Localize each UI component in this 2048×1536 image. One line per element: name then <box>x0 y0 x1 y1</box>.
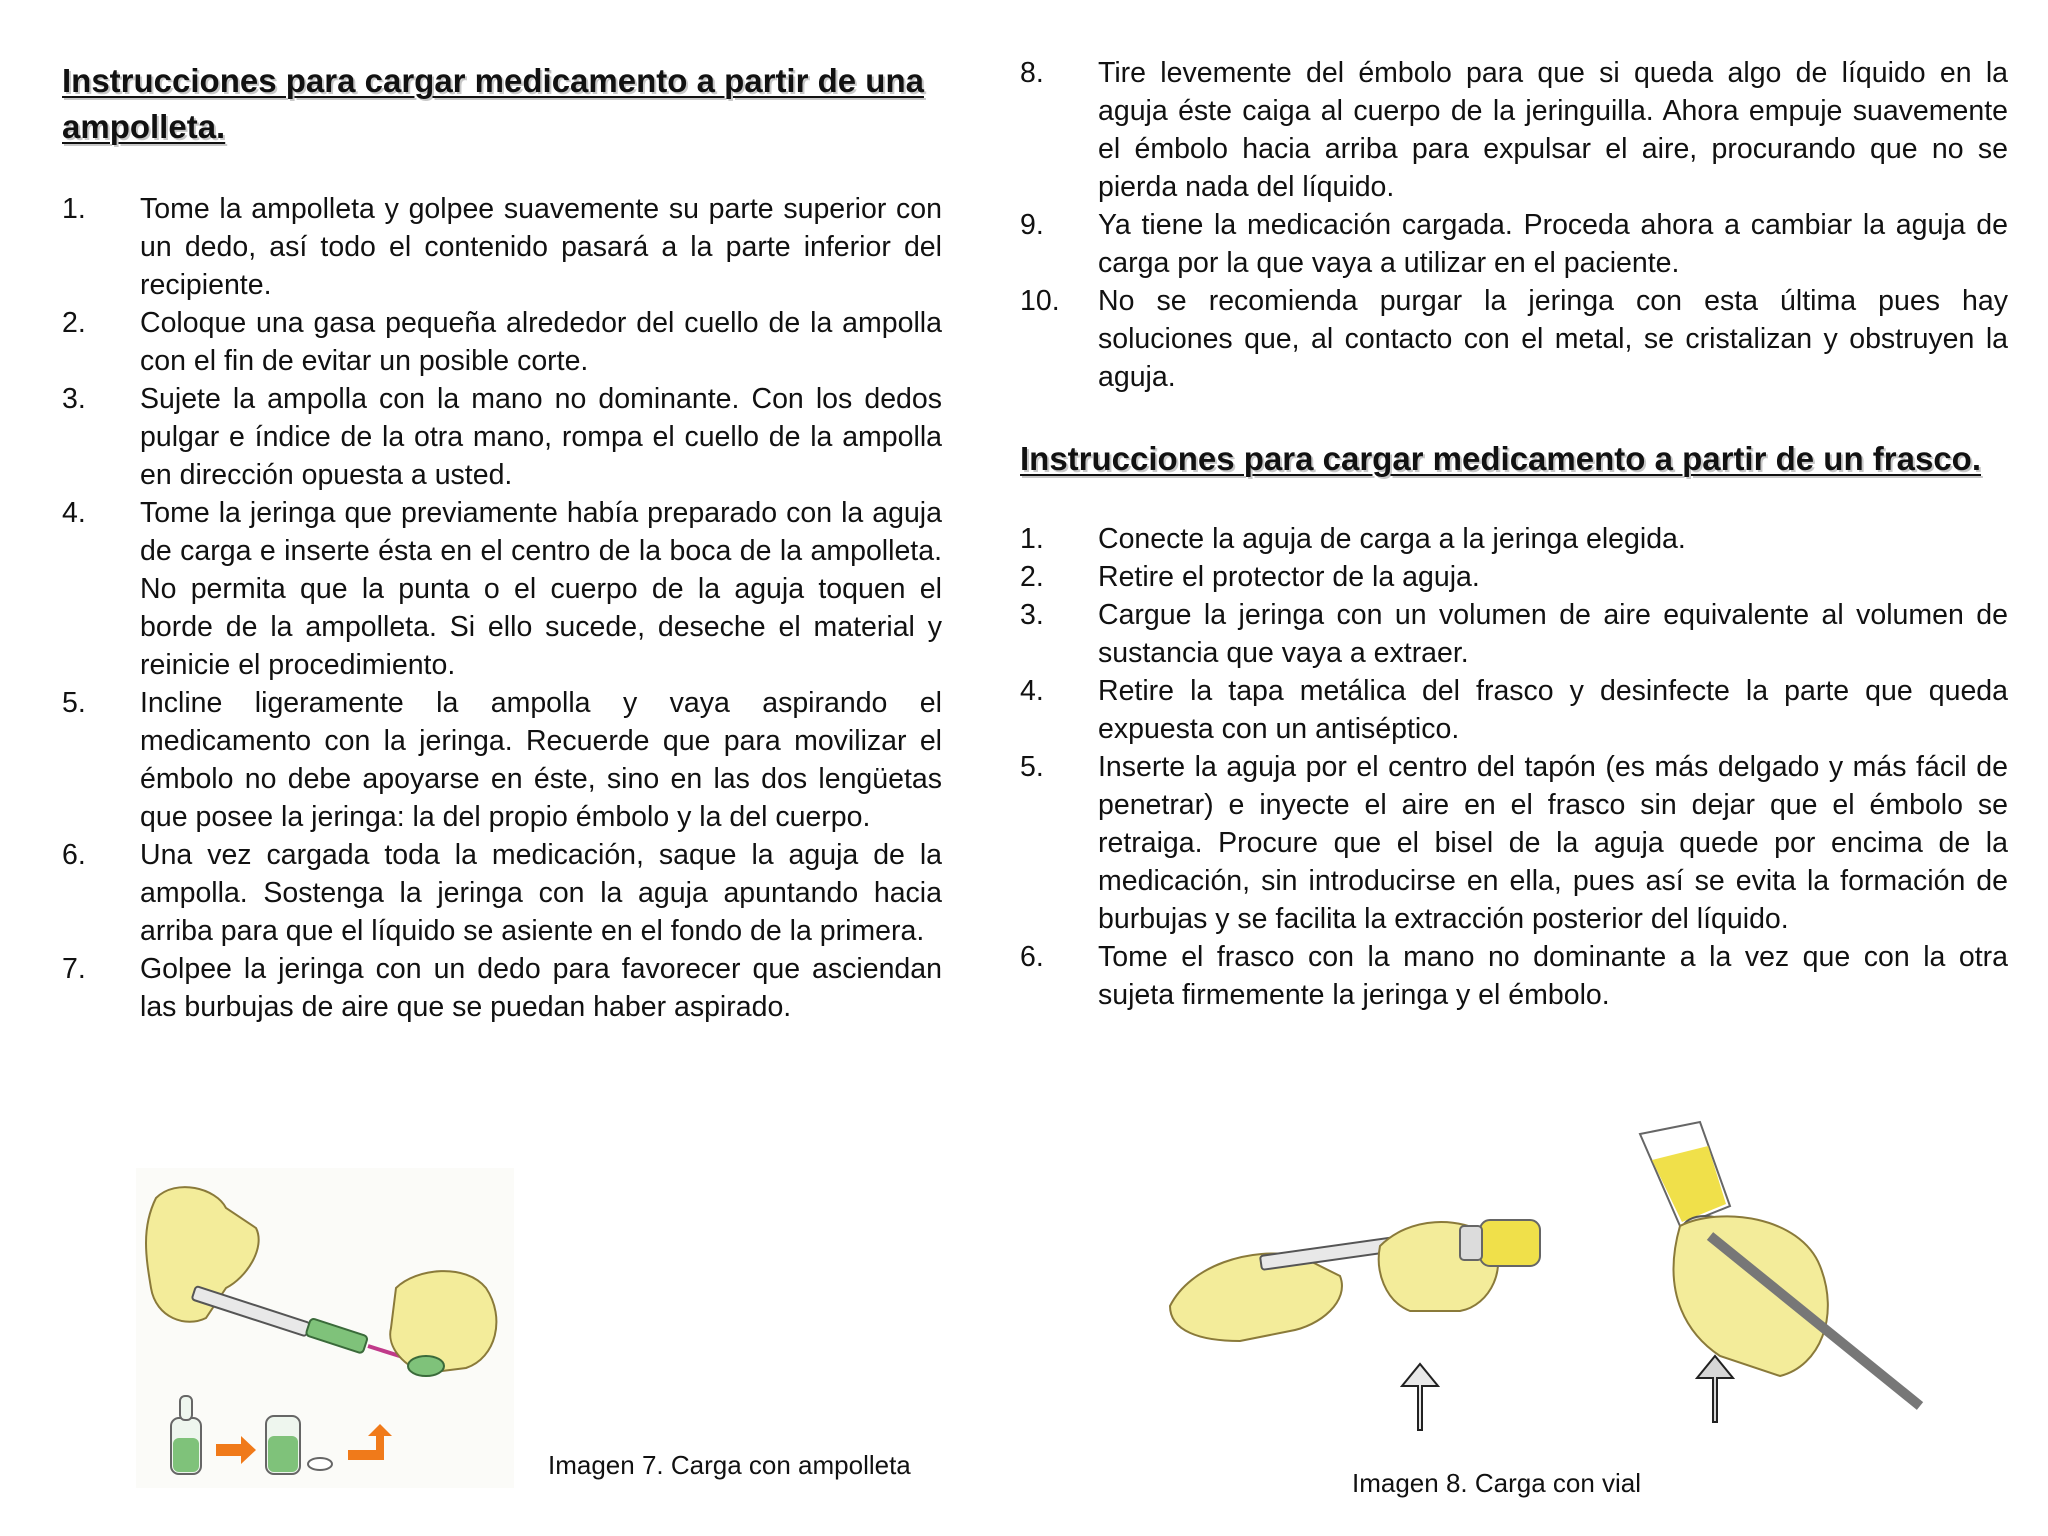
list-item <box>1020 672 2008 748</box>
step-text: Coloque una gasa pequeña alrededor del cuello de la ampolla con el fin de evitar un posible corte. <box>140 307 942 377</box>
step-text: Tire levemente del émbolo para que si queda algo de líquido en la aguja éste caiga al cuerpo de la jeringuilla. Ahora empuje suavemente el émbolo hacia arriba para expulsar el aire, procurando que no se pierda nada del líquido. <box>1098 57 2008 203</box>
step-text: Retire el protector de la aguja. <box>1098 561 1480 593</box>
step-text: No se recomienda purgar la jeringa con esta última pues hay soluciones que, al contacto con el metal, se cristalizan y obstruyen la aguja. <box>1098 285 2008 393</box>
right-column <box>1020 0 2008 1014</box>
step-text: Incline ligeramente la ampolla y vaya aspirando el medicamento con la jeringa. Recuerde que para movilizar el émbolo no debe apoyarse en éste, sino en las dos lengüetas que posee la jeringa: la del propio émbolo y la del cuerpo. <box>140 687 942 833</box>
step-number: 1. <box>62 193 86 225</box>
step-text: Cargue la jeringa con un volumen de aire equivalente al volumen de sustancia que vaya a extraer. <box>1098 599 2008 669</box>
list-item <box>62 494 942 684</box>
step-number: 5. <box>1020 751 1044 783</box>
vial-loading-illustration <box>1160 1116 1940 1456</box>
step-number: 5. <box>62 687 86 719</box>
glove-right-icon <box>390 1271 496 1373</box>
step-number: 4. <box>62 497 86 529</box>
list-item <box>1020 558 2008 596</box>
list-item <box>62 950 942 1026</box>
step-number: 7. <box>62 953 86 985</box>
vial-icon <box>1460 1220 1540 1266</box>
step-number: 10. <box>1020 285 1060 317</box>
step-text: Conecte la aguja de carga a la jeringa elegida. <box>1098 523 1686 555</box>
step-number: 1. <box>1020 523 1044 555</box>
step-number: 2. <box>1020 561 1044 593</box>
step-number: 4. <box>1020 675 1044 707</box>
step-text: Sujete la ampolla con la mano no dominante. Con los dedos pulgar e índice de la otra mano, rompa el cuello de la ampolla en dirección opuesta a usted. <box>140 383 942 491</box>
list-item <box>1020 596 2008 672</box>
step-number: 6. <box>1020 941 1044 973</box>
step-text: Una vez cargada toda la medicación, saque la aguja de la ampolla. Sostenga la jeringa con la aguja apuntando hacia arriba para que el líquido se asiente en el fondo de la primera. <box>140 839 942 947</box>
steps-ampolleta <box>62 190 942 1026</box>
step-text: Retire la tapa metálica del frasco y desinfecte la parte que queda expuesta con un antiséptico. <box>1098 675 2008 745</box>
step-text: Tome la jeringa que previamente había preparado con la aguja de carga e inserte ésta en el centro de la boca de la ampolleta. No permita que la punta o el cuerpo de la aguja toquen el borde de la ampolleta. Si ello sucede, deseche el material y reinicie el procedimiento. <box>140 497 942 681</box>
list-item <box>1020 938 2008 1014</box>
step-number: 3. <box>62 383 86 415</box>
ampoule-neck-icon <box>308 1458 332 1470</box>
step-number: 9. <box>1020 209 1044 241</box>
list-item <box>1020 520 2008 558</box>
left-column <box>62 0 942 1026</box>
caption-image-7: Imagen 7. Carga con ampolleta <box>548 1450 911 1480</box>
list-item <box>62 684 942 836</box>
heading-frasco: Instrucciones para cargar medicamento a partir de un frasco. <box>1020 440 1981 477</box>
step-number: 3. <box>1020 599 1044 631</box>
list-item <box>62 380 942 494</box>
list-item <box>62 190 942 304</box>
step-number: 2. <box>62 307 86 339</box>
list-item <box>1020 748 2008 938</box>
steps-frasco <box>1020 520 2008 1014</box>
heading-ampolleta: Instrucciones para cargar medicamento a partir de una ampolleta. <box>62 62 924 145</box>
step-text: Golpee la jeringa con un dedo para favorecer que asciendan las burbujas de aire que se puedan haber aspirado. <box>140 953 942 1023</box>
caption-image-8: Imagen 8. Carga con vial <box>1352 1468 1642 1498</box>
step-text: Inserte la aguja por el centro del tapón (es más delgado y más fácil de penetrar) e inyecte el aire en el frasco sin dejar que el émbolo se retraiga. Procure que el bisel de la aguja quede por encima de la medicación, sin introducirse en ella, pues así se evita la formación de burbujas y se facilita la extracción posterior del líquido. <box>1098 751 2008 935</box>
step-number: 8. <box>1020 57 1044 89</box>
steps-ampolleta-continued <box>1020 54 2008 396</box>
list-item <box>1020 206 2008 282</box>
list-item <box>62 304 942 380</box>
step-text: Tome la ampolleta y golpee suavemente su parte superior con un dedo, así todo el contenido pasará a la parte inferior del recipiente. <box>140 193 942 301</box>
list-item <box>1020 54 2008 206</box>
list-item <box>62 836 942 950</box>
step-text: Ya tiene la medicación cargada. Proceda ahora a cambiar la aguja de carga por la que vaya a utilizar en el paciente. <box>1098 209 2008 279</box>
ampoule-loading-illustration <box>136 1168 514 1488</box>
list-item <box>1020 282 2008 396</box>
step-number: 6. <box>62 839 86 871</box>
step-text: Tome el frasco con la mano no dominante a la vez que con la otra sujeta firmemente la jeringa y el émbolo. <box>1098 941 2008 1011</box>
ampoule-open-icon <box>266 1416 300 1474</box>
